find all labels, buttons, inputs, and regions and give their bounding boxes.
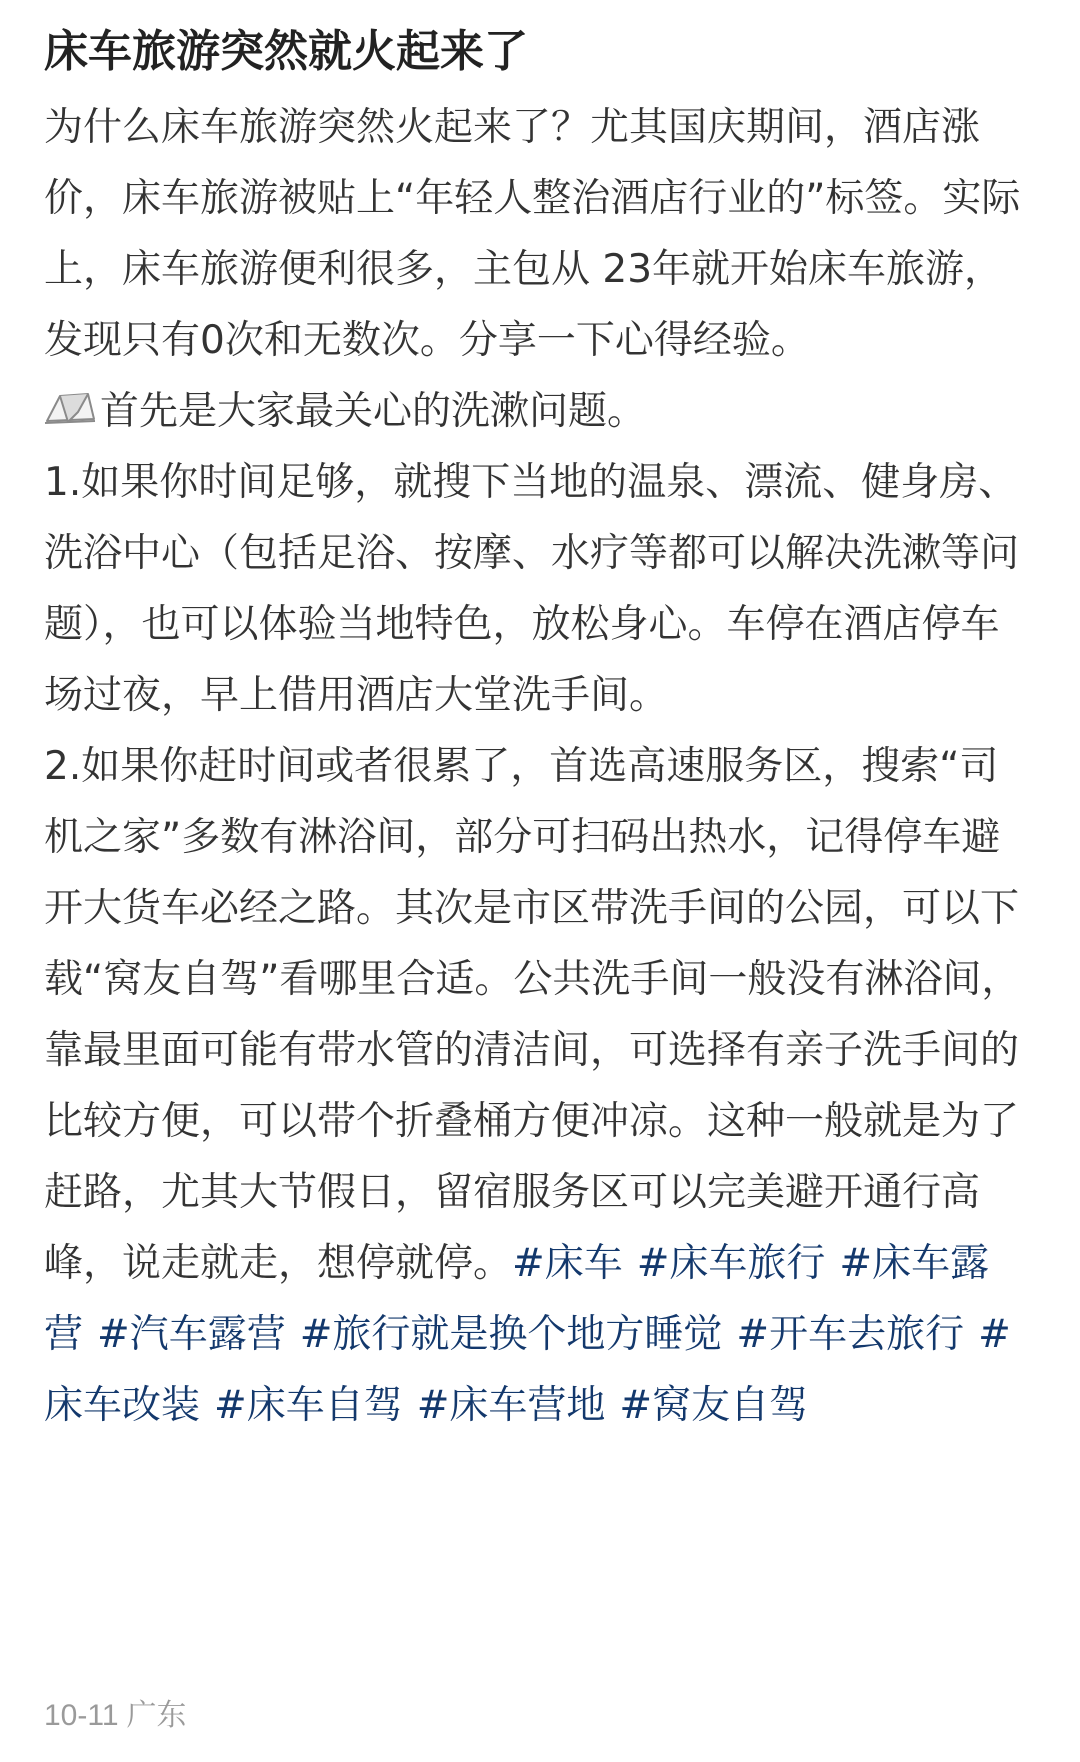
intro-paragraph: 为什么床车旅游突然火起来了？尤其国庆期间，酒店涨价，床车旅游被贴上“年轻人整治酒店行业的”标签。实际上，床车旅游便利很多，主包从 23年就开始床车旅游，发现只有0次和无数次。分享一下心得经验。	[44, 105, 1021, 363]
point-two: 2.如果你赶时间或者很累了，首选高速服务区，搜索“司机之家”多数有淋浴间，部分可扫码出热水，记得停车避开大货车必经之路。其次是市区带洗手间的公园，可以下载“窝友自驾”看哪里合适。公共洗手间一般没有淋浴间，靠最里面可能有带水管的清洁间，可选择有亲子洗手间的比较方便，可以带个折叠桶方便冲凉。这种一般就是为了赶路，尤其大节假日，留宿服务区可以完美避开通行高峰，说走就走，想停就停。	[44, 744, 1021, 1286]
note-title: 床车旅游突然就火起来了	[44, 26, 528, 77]
hashtag-link[interactable]: #床车营地	[416, 1383, 606, 1428]
hashtag-link[interactable]: #窝友自驾	[619, 1383, 809, 1428]
point-one: 1.如果你时间足够，就搜下当地的温泉、漂流、健身房、洗浴中心（包括足浴、按摩、水疗等都可以解决洗漱等问题），也可以体验当地特色，放松身心。车停在酒店停车场过夜，早上借用酒店大堂洗手间。	[44, 460, 1020, 718]
hashtag-link[interactable]: #床车旅行	[636, 1241, 826, 1286]
post-meta	[44, 1690, 187, 1734]
hashtag-link[interactable]: #旅行就是换个地方睡觉	[299, 1312, 723, 1357]
section-heading: 首先是大家最关心的洗漱问题。	[100, 389, 647, 434]
note-body	[44, 92, 1036, 1441]
post-date: 10-11	[44, 1699, 119, 1732]
section-heading-line	[44, 376, 1036, 447]
hashtag-link[interactable]: #床车	[512, 1241, 623, 1286]
hashtag-link[interactable]: #床车露营	[44, 1241, 990, 1357]
hashtag-link[interactable]: #床车自驾	[214, 1383, 403, 1428]
hashtag-link[interactable]: #开车去旅行	[736, 1312, 965, 1357]
point-two-with-tags	[44, 731, 1036, 1441]
hashtag-link[interactable]: #床车改装	[44, 1312, 1011, 1428]
post-location: 广东	[126, 1699, 187, 1732]
hashtag-link[interactable]: #汽车露营	[97, 1312, 286, 1357]
tent-icon	[44, 388, 96, 428]
